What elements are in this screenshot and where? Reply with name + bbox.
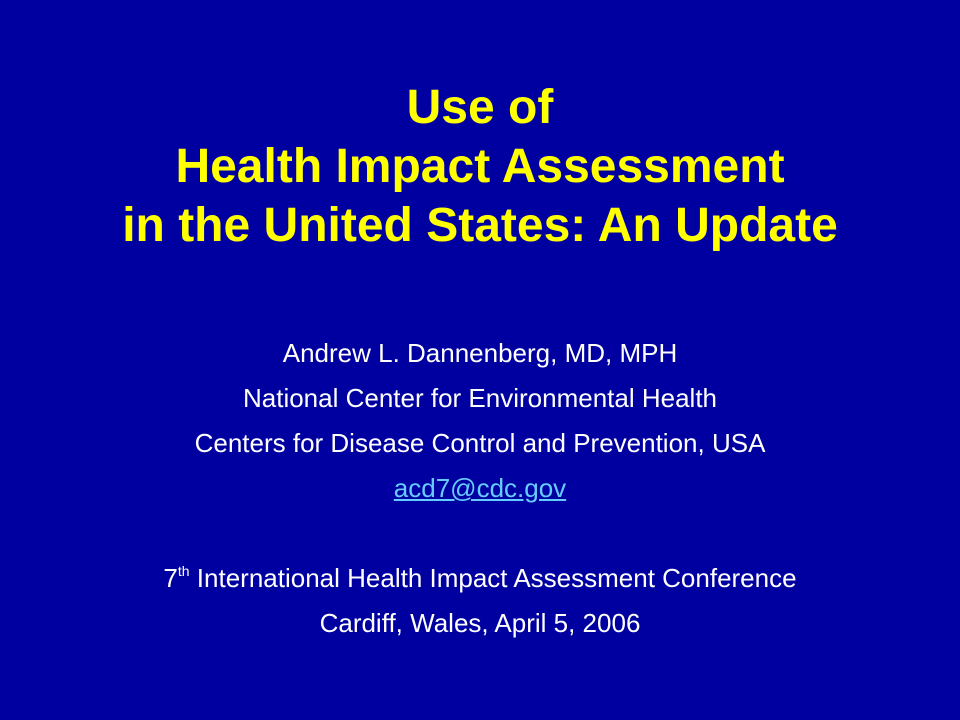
- organization-name: National Center for Environmental Health: [242, 383, 718, 413]
- slide-title: [0, 78, 960, 255]
- conference-line: [0, 559, 960, 604]
- email-link[interactable]: acd7@cdc.gov: [393, 473, 567, 503]
- conference-name: International Health Impact Assessment Conference: [189, 563, 797, 593]
- conference-ordinal-number: 7: [163, 563, 178, 593]
- agency-name: Centers for Disease Control and Prevention, USA: [194, 428, 766, 458]
- location-date: Cardiff, Wales, April 5, 2006: [319, 608, 641, 638]
- title-line-3: in the United States: An Update: [122, 199, 838, 252]
- author-name: Andrew L. Dannenberg, MD, MPH: [282, 338, 678, 368]
- title-line-1: Use of: [406, 81, 554, 134]
- slide-subtitle: [0, 334, 960, 649]
- email-line: [0, 469, 960, 514]
- conference-ordinal-suffix: th: [177, 563, 190, 579]
- title-line-2: Health Impact Assessment: [175, 140, 785, 193]
- spacer: [0, 514, 960, 559]
